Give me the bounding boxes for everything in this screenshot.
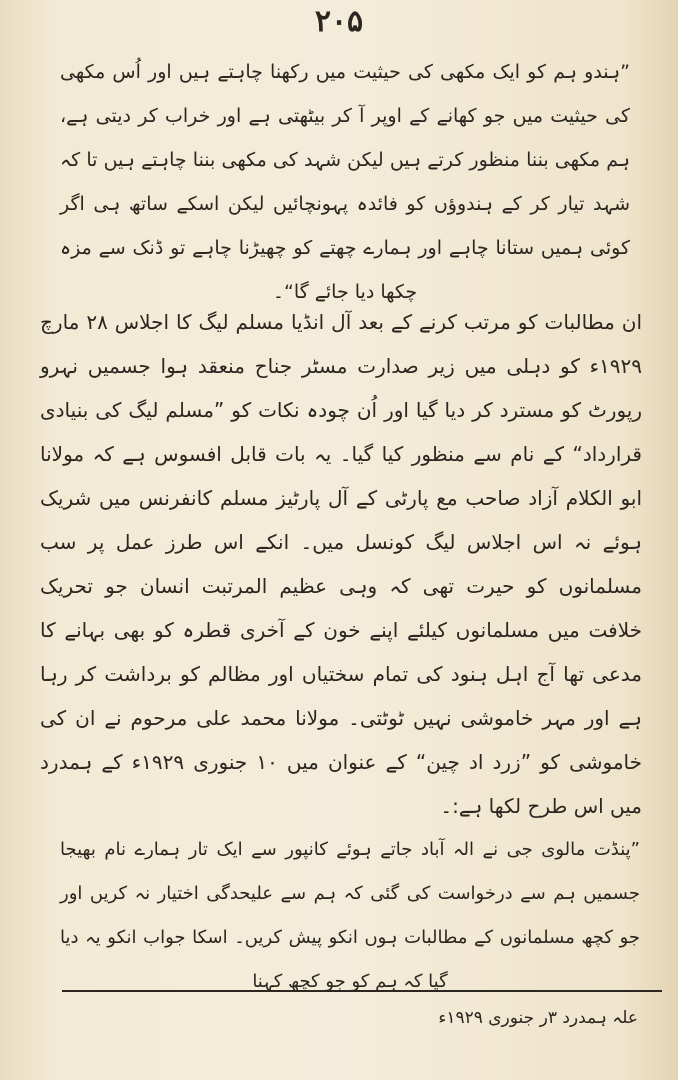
letter-quote: ”پنڈت مالوی جی نے الہ آباد جاتے ہوئے کانپور سے ایک تار ہمارے نام بھیجا جسمیں ہم سے درخواست کی گئی کہ ہم سے علیحدگی اختیار نہ کریں اور جو کچھ مسلمانوں کے مطالبات ہوں انکو پیش کریں۔ اسکا جواب انکو یہ دیا گیا کہ ہم کو جو کچھ کہنا [60, 839, 640, 992]
footnote-divider [62, 990, 662, 992]
opening-quote: ”ہندو ہم کو ایک مکھی کی حیثیت میں رکھنا چاہتے ہیں اور اُس مکھی کی حیثیت میں جو کھانے کے اوپر آ کر بیٹھتی ہے اور خراب کر دیتی ہے، ہم مکھی بننا منظور کرتے ہیں لیکن شہد کی مکھی بننا چاہتے ہیں تا کہ شہد تیار کر کے ہندوؤں کو فائدہ پہونچائیں لیکن اسکے ساتھ ہی اگر کوئی ہمیں ستانا چاہے اور ہمارے چھتے کو چھیڑنا چاہے تو ڈنک سے مزہ چکھا دیا جائے گا“۔ [60, 61, 630, 303]
page-number: ۲۰۵ [314, 4, 364, 39]
footnote: علہ ہمدرد ۳ر جنوری ۱۹۲۹ء [438, 1008, 638, 1028]
body-paragraph: ان مطالبات کو مرتب کرنے کے بعد آل انڈیا مسلم لیگ کا اجلاس ۲۸ مارچ ۱۹۲۹ء کو دہلی میں زیر صدارت مسٹر جناح منعقد ہوا جسمیں نہرو رپورٹ کو مسترد کر دیا گیا اور اُن چودہ نکات کو ”مسلم لیگ کی بنیادی قرارداد“ کے نام سے منظور کیا گیا۔ یہ بات قابل افسوس ہے کہ مولانا ابو الکلام آزاد صاحب مع پارٹی کے آل پارٹیز مسلم کانفرنس میں شریک ہوئے نہ اس اجلاس لیگ کونسل میں۔ انکے اس طرز عمل پر سب مسلمانوں کو حیرت تھی کہ وہی عظیم المرتبت انسان جو تحریک خلافت میں مسلمانوں کیلئے اپنے خون کے آخری قطرہ کو بھی بہانے کا مدعی تھا آج اہل ہنود کی تمام سختیاں اور مظالم کو برداشت کر رہا ہے اور مہر خاموشی نہیں ٹوٹتی۔ مولانا محمد علی مرحوم نے ان کی خاموشی کو ”زرد اد چین“ کے عنوان میں ۱۰ جنوری ۱۹۲۹ء کے ہمدرد میں اس طرح لکھا ہے:۔ [40, 310, 643, 818]
